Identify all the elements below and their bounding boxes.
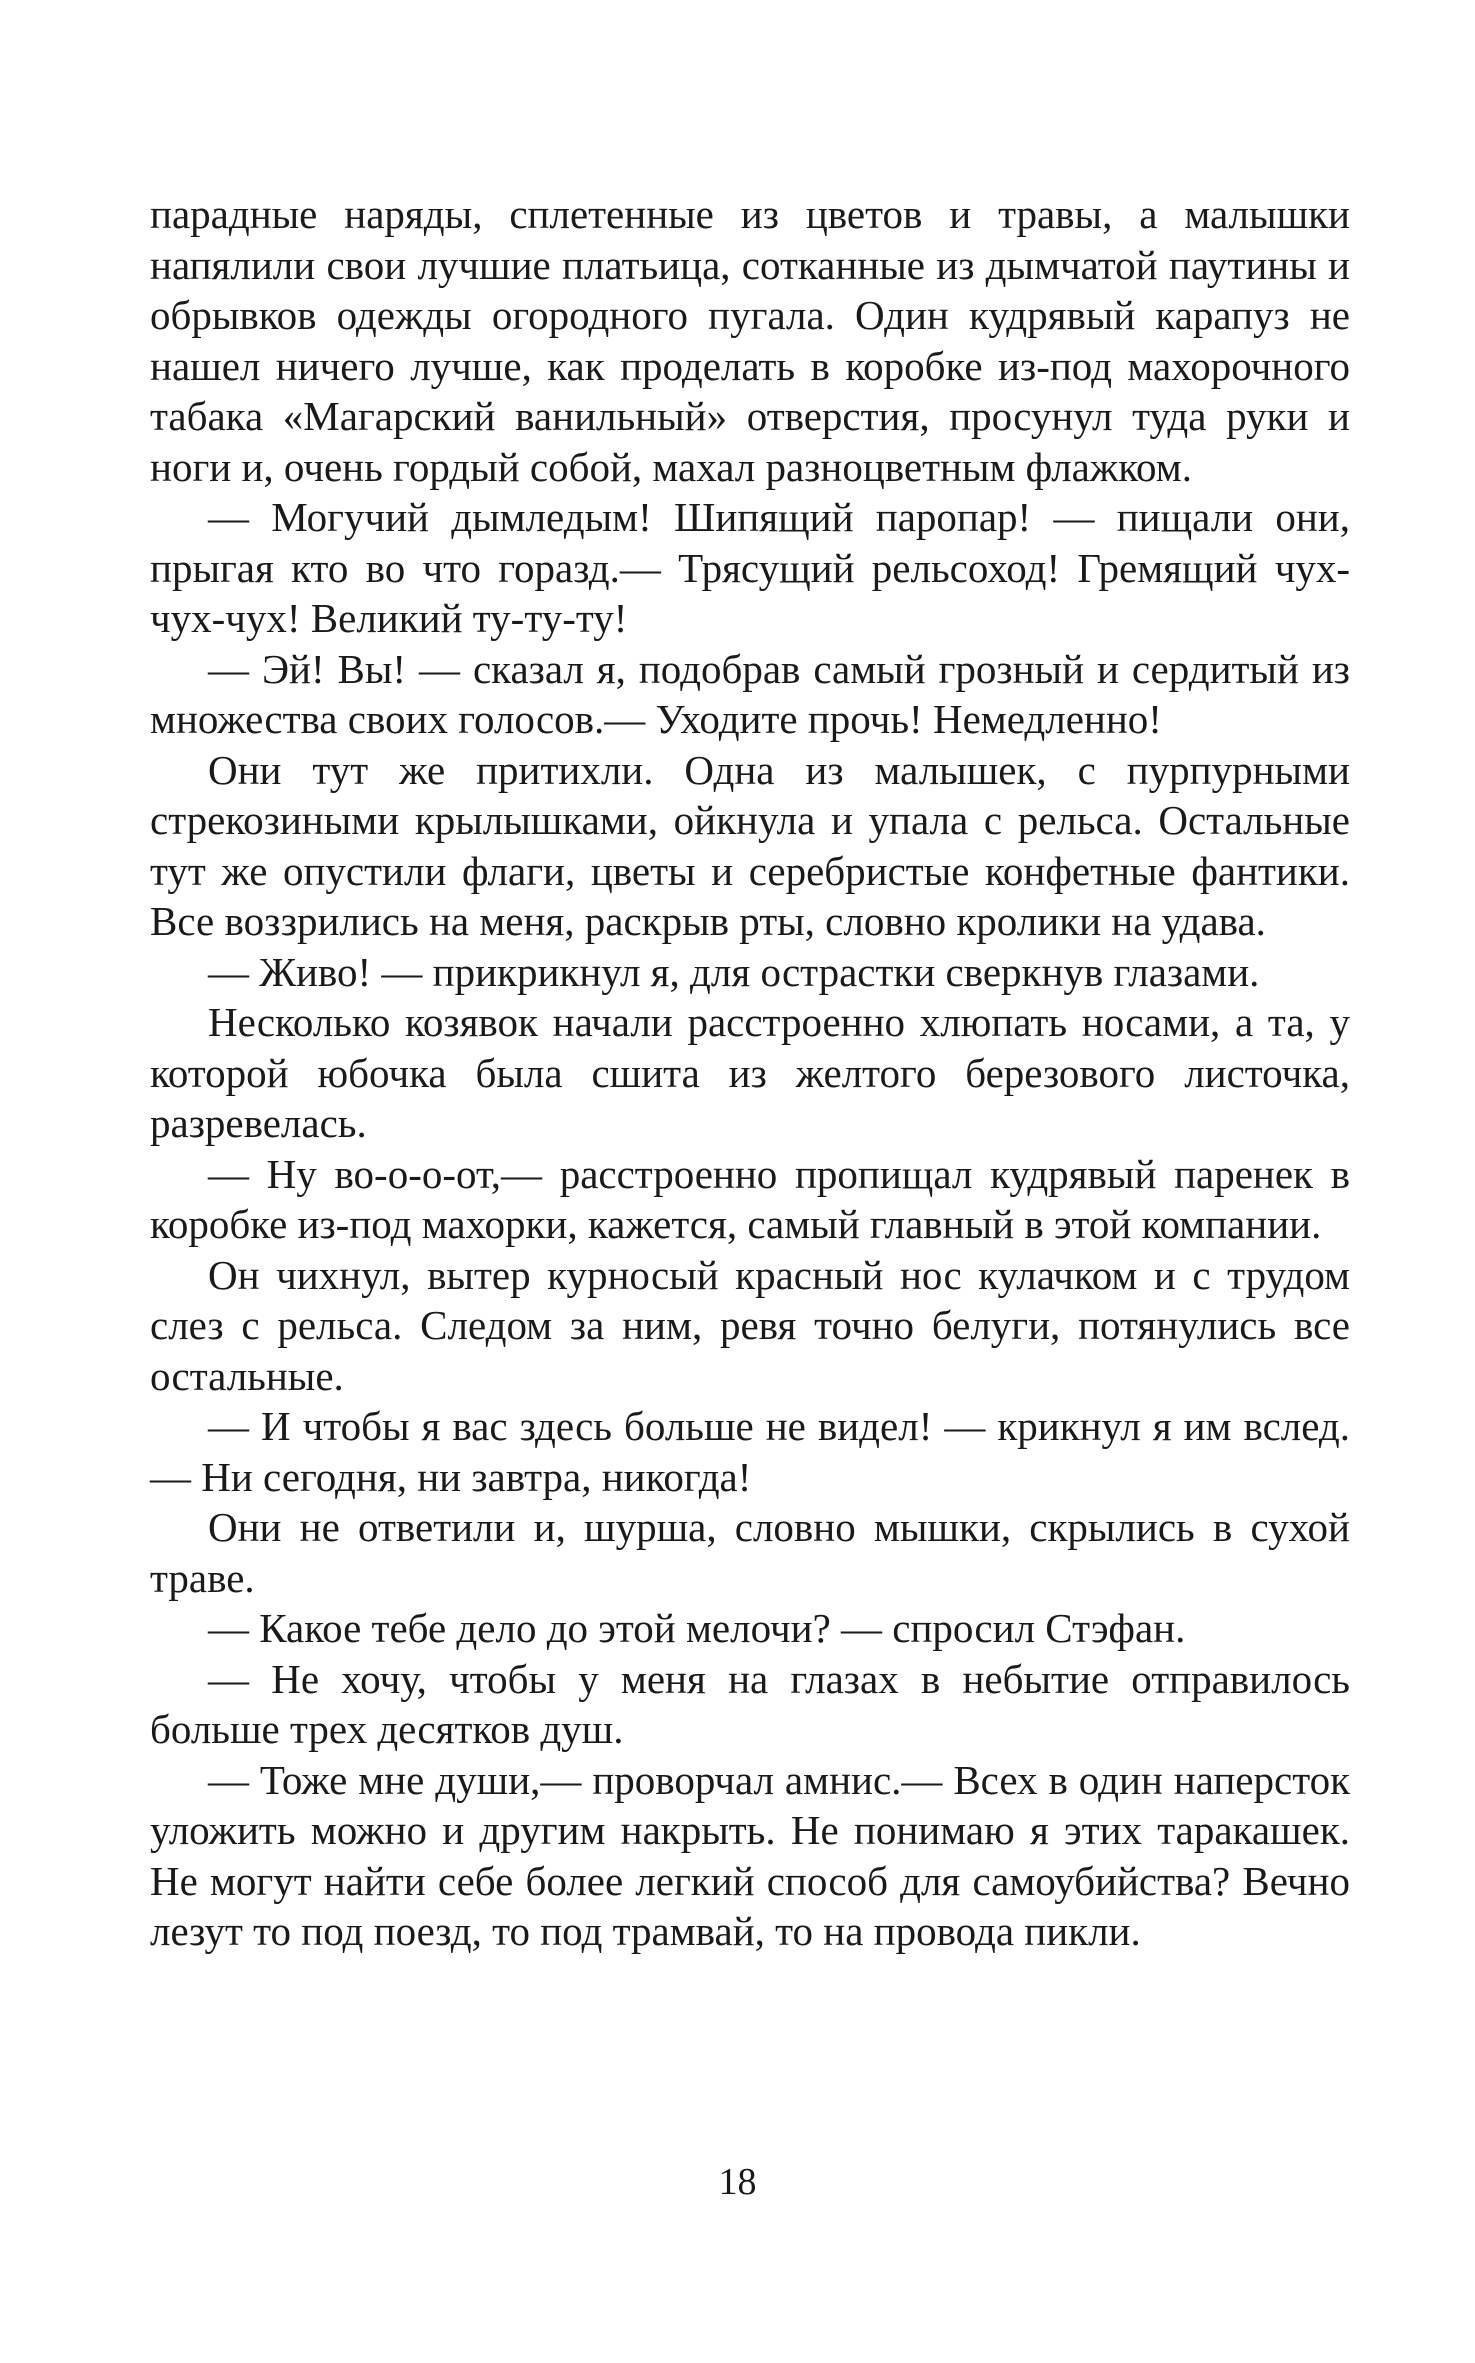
paragraph-5: — Живо! — прикрикнул я, для острастки сверкнув глазами. — [208, 948, 1260, 995]
page-number: 18 — [718, 2161, 757, 2203]
paragraph-13: — Тоже мне души,— проворчал амнис.— Всех в один наперсток уложить можно и другим накрыть. Не понимаю я этих таракашек. Не могут найти себе более легкий способ для самоубийства? Вечно лезут то под поезд, то под трамвай, то на провода пикли. — [150, 1756, 1350, 1954]
paragraph-1: парадные наряды, сплетенные из цветов и травы, а малышки напялили свои лучшие платьица, сотканные из дымчатой паутины и обрывков одежды огородного пугала. Один кудрявый карапуз не нашел ничего лучше, как проделать в коробке из-под махорочного табака «Магарский ванильный» отверстия, просунул туда руки и ноги и, очень гордый собой, махал разноцветным флажком. — [150, 191, 1350, 490]
paragraph-11: — Какое тебе дело до этой мелочи? — спросил Стэфан. — [208, 1605, 1186, 1651]
paragraph-12: — Не хочу, чтобы у меня на глазах в небытие отправилось больше трех десятков душ. — [150, 1655, 1350, 1752]
paragraph-8: Он чихнул, вытер курносый красный нос кулачком и с трудом слез с рельса. Следом за ним, ревя точно белуги, потянулись все остальные. — [150, 1251, 1350, 1399]
paragraph-10: Они не ответили и, шурша, словно мышки, скрылись в сухой траве. — [150, 1504, 1350, 1601]
paragraph-9: — И чтобы я вас здесь больше не видел! — крикнул я им вслед.— Ни сегодня, ни завтра, никогда! — [150, 1403, 1350, 1500]
body-text — [150, 189, 1350, 1957]
page-content — [150, 189, 1350, 1957]
paragraph-7: — Ну во-о-о-от,— расстроенно пропищал кудрявый паренек в коробке из-под махорки, кажется, самый главный в этой компании. — [150, 1150, 1350, 1247]
paragraph-6: Несколько козявок начали расстроенно хлюпать носами, а та, у которой юбочка была сшита из желтого березового листочка, разревелась. — [150, 999, 1350, 1146]
paragraph-2: — Могучий дымледым! Шипящий паропар! — пищали они, прыгая кто во что горазд.— Трясущий рельсоход! Гремящий чух-чух-чух! Великий ту-ту-ту! — [150, 494, 1350, 641]
paragraph-3: — Эй! Вы! — сказал я, подобрав самый грозный и сердитый из множества своих голосов.— Уходите прочь! Немедленно! — [150, 645, 1350, 742]
paragraph-4: Они тут же притихли. Одна из малышек, с пурпурными стрекозиными крылышками, ойкнула и упала с рельса. Остальные тут же опустили флаги, цветы и серебристые конфетные фантики. Все воззрились на меня, раскрыв рты, словно кролики на удава. — [150, 746, 1350, 944]
